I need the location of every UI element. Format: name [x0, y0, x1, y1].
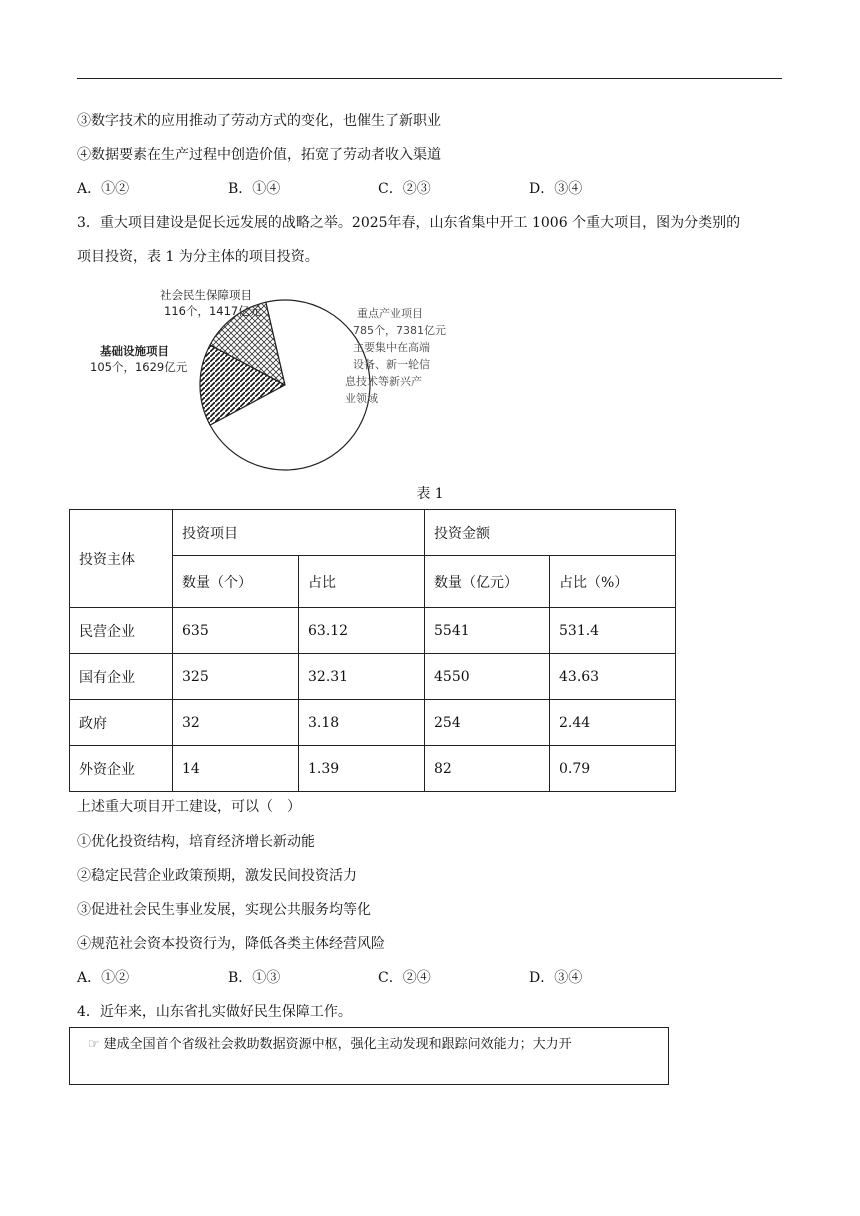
table-cell: 2.44: [550, 700, 676, 746]
choice-statement-1: ①优化投资结构，培育经济增长新动能: [77, 834, 315, 850]
key-slice-line-5: 息技术等新兴产: [345, 375, 422, 388]
key-slice-line-2: 785个，7381亿元: [353, 324, 446, 337]
q3-option-a[interactable]: A．①②: [77, 970, 130, 986]
infra-slice-value: 105个，1629亿元: [90, 360, 188, 374]
question-3-stem: 上述重大项目开工建设，可以（ ）: [77, 799, 301, 815]
q2-option-d[interactable]: D．③④: [529, 181, 583, 197]
q3-option-d[interactable]: D．③④: [529, 970, 583, 986]
infra-slice-title: 基础设施项目: [100, 344, 169, 358]
choice-statement-4: ④规范社会资本投资行为，降低各类主体经营风险: [77, 936, 385, 952]
key-slice-line-6: 业领域: [345, 392, 378, 405]
statement-3: ③数字技术的应用推动了劳动方式的变化，也催生了新职业: [77, 113, 441, 129]
header-amount-value: 数量（亿元）: [425, 556, 550, 608]
table-caption: 表 1: [416, 486, 444, 502]
table-cell: 国有企业: [70, 654, 173, 700]
q2-option-c[interactable]: C．②③: [378, 181, 431, 197]
header-rule: [77, 78, 782, 79]
q2-option-b[interactable]: B．①④: [228, 181, 281, 197]
investment-table: [69, 509, 676, 792]
key-slice-line-3: 主要集中在高端: [353, 341, 430, 354]
table-cell: 254: [425, 700, 550, 746]
table-cell: 325: [173, 654, 299, 700]
table-cell: 政府: [70, 700, 173, 746]
q3-option-b[interactable]: B．①③: [228, 970, 281, 986]
table-cell: 635: [173, 608, 299, 654]
header-count: 数量（个）: [173, 556, 299, 608]
pointing-hand-icon: ☞: [88, 1037, 100, 1052]
header-share: 占比: [299, 556, 425, 608]
table-row: [70, 654, 676, 700]
choice-statement-3: ③促进社会民生事业发展，实现公共服务均等化: [77, 902, 371, 918]
header-amount: 投资金额: [425, 510, 676, 556]
key-slice-line-4: 设备、新一轮信: [353, 358, 430, 371]
table-cell: 14: [173, 746, 299, 792]
table-cell: 63.12: [299, 608, 425, 654]
material-box: [69, 1027, 669, 1085]
social-slice-title: 社会民生保障项目: [160, 288, 252, 302]
table-cell: 3.18: [299, 700, 425, 746]
investment-pie-chart: [90, 282, 650, 472]
question-3-line-2: 项目投资，表 1 为分主体的项目投资。: [77, 249, 319, 265]
header-projects: 投资项目: [173, 510, 425, 556]
table-row: [70, 746, 676, 792]
table-cell: 0.79: [550, 746, 676, 792]
choice-statement-2: ②稳定民营企业政策预期，激发民间投资活力: [77, 868, 357, 884]
table-cell: 外资企业: [70, 746, 173, 792]
social-slice-value: 116个，1417亿元: [164, 304, 262, 318]
table-cell: 531.4: [550, 608, 676, 654]
table-cell: 5541: [425, 608, 550, 654]
material-text: 建成全国首个省级社会救助数据资源中枢，强化主动发现和跟踪问效能力；大力开: [103, 1037, 572, 1052]
table-cell: 4550: [425, 654, 550, 700]
key-slice-line-1: 重点产业项目: [357, 307, 423, 320]
table-cell: 1.39: [299, 746, 425, 792]
q3-option-c[interactable]: C．②④: [378, 970, 431, 986]
table-row: [70, 608, 676, 654]
statement-4: ④数据要素在生产过程中创造价值，拓宽了劳动者收入渠道: [77, 147, 441, 163]
question-3-line-1: 3．重大项目建设是促长远发展的战略之举。2025年春，山东省集中开工 1006 个重大项目，图为分类别的: [77, 215, 741, 231]
table-cell: 82: [425, 746, 550, 792]
q2-option-a[interactable]: A．①②: [77, 181, 130, 197]
table-cell: 32.31: [299, 654, 425, 700]
table-cell: 43.63: [550, 654, 676, 700]
table-cell: 民营企业: [70, 608, 173, 654]
header-subject: 投资主体: [70, 510, 173, 608]
header-amount-share: 占比（%）: [550, 556, 676, 608]
question-4-stem: 4．近年来，山东省扎实做好民生保障工作。: [77, 1004, 352, 1020]
table-cell: 32: [173, 700, 299, 746]
table-row: [70, 700, 676, 746]
